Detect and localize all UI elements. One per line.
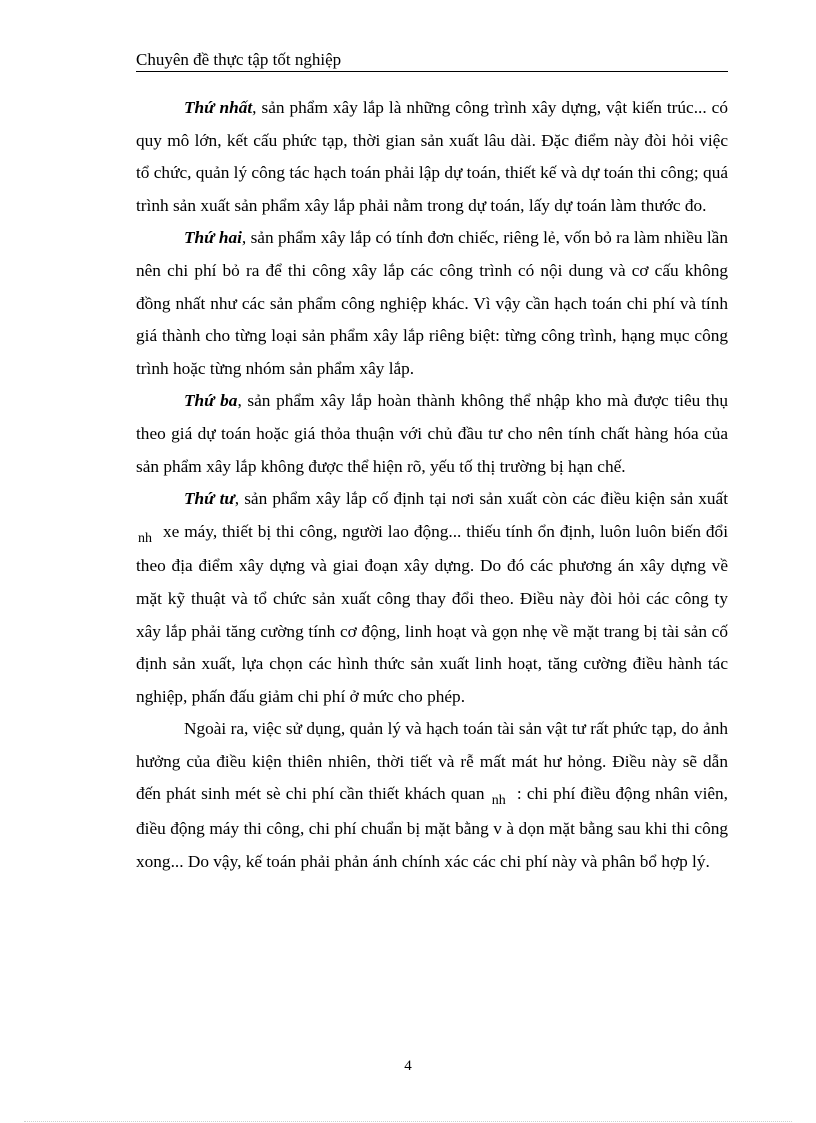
inline-fragment: nh: [491, 793, 506, 809]
page-number: 4: [404, 1058, 412, 1074]
paragraph-thu-ba: [136, 385, 728, 483]
paragraph-lead: Thứ hai: [184, 228, 242, 248]
inline-fragment: nh: [138, 530, 152, 546]
paragraph-thu-hai: [136, 222, 728, 385]
paragraph-lead: Thứ tư: [184, 489, 235, 509]
document-body: [136, 92, 728, 878]
paragraph-lead: Thứ nhất: [184, 98, 253, 117]
paragraph-text: , sản phẩm xây lắp là những công trình xây dựng, vật kiến trúc... có quy mô lớn, kết cấu phức tạp, thời gian sản xuất lâu dài. Đặc điểm này đòi hỏi việc tổ chức, quản lý công tác hạch toán phải lập dự toán, thiết kế và dự toán thi công; quá trình sản xuất sản phẩm xây lắp phải nằm trong dự toán, lấy dự toán làm thước đo.: [136, 98, 728, 215]
paragraph-text: , sản phẩm xây lắp có tính đơn chiếc, riêng lẻ, vốn bỏ ra làm nhiều lần nên chi phí bỏ ra để thi công xây lắp các công trình có nội dung và cơ cấu không đồng nhất như các sản phẩm công nghiệp khác. Vì vậy cần hạch toán chi phí và tính giá thành cho từng loại sản phẩm xây lắp riêng biệt: từng công trình, hạng mục công trình hoặc từng nhóm sản phẩm xây lắp.: [136, 228, 728, 378]
paragraph-thu-tu: [136, 483, 728, 713]
paragraph-text: xe máy, thiết bị thi công, người lao động... thiếu tính ổn định, luôn luôn biến đổi theo địa điểm xây dựng và giai đoạn xây dựng. Do đó các phương án xây dựng về mặt kỹ thuật và tổ chức sản xuất công thay đổi theo. Điều này đòi hỏi các công ty xây lắp phải tăng cường tính cơ động, linh hoạt và gọn nhẹ về mặt trang bị tài sản cố định sản xuất, lựa chọn các hình thức sản xuất linh hoạt, tăng cường điều hành tác nghiệp, phấn đấu giảm chi phí ở mức cho phép.: [136, 521, 728, 706]
header-title: Chuyên đề thực tập tốt nghiệp: [136, 50, 342, 69]
paragraph-ngoai-ra: [136, 713, 728, 878]
running-header: [136, 49, 728, 72]
paragraph-lead: Thứ ba: [184, 391, 238, 411]
paragraph-text: : chi phí điều động nhân viên, điều động máy thi công, chi phí chuẩn bị mặt bằng v à dọn mặt bằng sau khi thi công xong... Do vậy, kế toán phải phản ánh chính xác các chi phí này và phân bổ hợp lý.: [136, 784, 729, 871]
paragraph-text: , sản phẩm xây lắp hoàn thành không thể nhập kho mà được tiêu thụ theo giá dự toán hoặc giá thỏa thuận với chủ đầu tư cho nên tính chất hàng hóa của sản phẩm xây lắp không được thể hiện rõ, yếu tố thị trường bị hạn chế.: [136, 391, 728, 476]
paragraph-thu-nhat: [136, 92, 728, 222]
paragraph-text: Ngoài ra, việc sử dụng, quản lý và hạch toán tài sản vật tư rất phức tạp, do ảnh hưởng của điều kiện thiên nhiên, thời tiết và rễ mất mát hư hỏng. Điều này sẽ dẫn đến phát sinh mét sè chi phí cần thiết khách quan: [136, 719, 728, 804]
page-bottom-divider: [24, 1121, 792, 1122]
paragraph-text: , sản phẩm xây lắp cố định tại nơi sản xuất còn các điều kiện sản xuất: [234, 489, 729, 509]
